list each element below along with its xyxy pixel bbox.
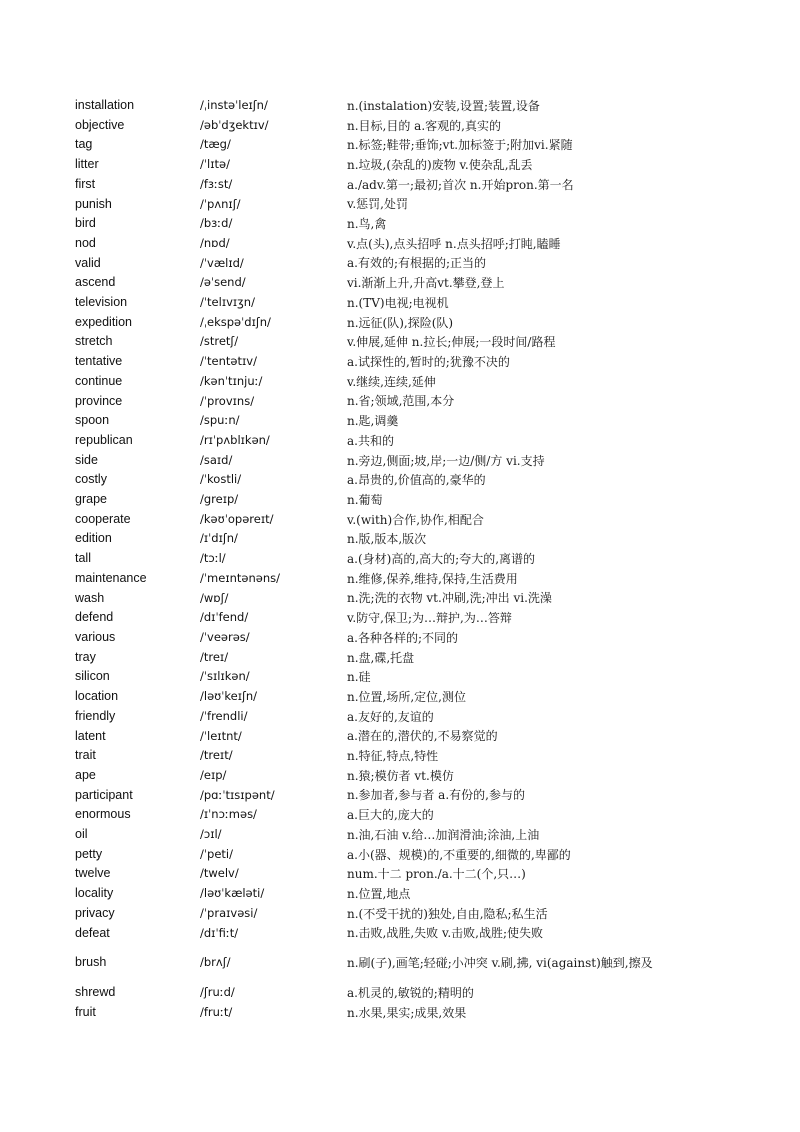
vocab-word: trait [75, 748, 96, 763]
vocab-row [75, 628, 735, 648]
vocab-definition: a.小(器、规模)的,不重要的,细微的,卑鄙的 [347, 847, 571, 862]
vocab-phonetic: /ɔɪl/ [200, 827, 222, 842]
vocab-row [75, 845, 735, 865]
vocab-phonetic: /dɪˈfiːt/ [200, 925, 239, 940]
vocab-phonetic: /kənˈtɪnjuː/ [200, 373, 263, 388]
vocab-definition: n.远征(队),探险(队) [347, 315, 454, 330]
vocab-word: grape [75, 492, 107, 507]
vocab-definition: n.(instalation)安装,设置;装置,设备 [347, 98, 540, 113]
vocab-phonetic: /ˈtelɪvɪʒn/ [200, 295, 255, 310]
vocab-row [75, 805, 735, 825]
vocab-row [75, 470, 735, 490]
vocab-phonetic: /rɪˈpʌblɪkən/ [200, 432, 270, 447]
vocab-row [75, 135, 735, 155]
vocab-row [75, 195, 735, 215]
vocab-row [75, 510, 735, 530]
vocab-definition: n.标签;鞋带;垂饰;vt.加标签于;附加vi.紧随 [347, 138, 573, 153]
vocab-phonetic: /ɪˈdɪʃn/ [200, 531, 238, 546]
vocab-word: friendly [75, 708, 116, 723]
vocab-definition: n.洗;洗的衣物 vt.冲刷,洗;冲出 vi.洗澡 [347, 591, 552, 606]
vocab-row [75, 352, 735, 372]
vocab-definition: a.潜在的,潜伏的,不易察觉的 [347, 729, 498, 744]
vocab-word: republican [75, 432, 133, 447]
vocab-row [75, 766, 735, 786]
vocab-definition: n.(不受干扰的)独处,自由,隐私;私生活 [347, 906, 548, 921]
vocab-word: side [75, 452, 98, 467]
vocab-phonetic: /ˈlɪtə/ [200, 157, 230, 172]
vocab-word: nod [75, 235, 96, 250]
vocab-definition: n.鸟,禽 [347, 217, 387, 232]
vocab-row [75, 254, 735, 274]
vocab-word: tag [75, 137, 93, 152]
vocab-phonetic: /fruːt/ [200, 1004, 233, 1019]
vocab-row [75, 96, 735, 116]
vocab-row [75, 904, 735, 924]
vocab-row [75, 392, 735, 412]
vocab-word: enormous [75, 807, 131, 822]
vocab-row [75, 608, 735, 628]
vocab-phonetic: /ˈtentətɪv/ [200, 354, 257, 369]
vocab-word: ape [75, 767, 96, 782]
vocab-word: fruit [75, 1004, 96, 1019]
vocab-phonetic: /twelv/ [200, 866, 239, 881]
vocab-definition: n.盘,碟,托盘 [347, 650, 415, 665]
vocab-phonetic: /treɪ/ [200, 649, 229, 664]
vocab-definition: n.旁边,侧面;坡,岸;一边/侧/方 vi.支持 [347, 453, 545, 468]
vocab-phonetic: /greɪp/ [200, 492, 239, 507]
vocab-row [75, 273, 735, 293]
vocab-phonetic: /ˈleɪtnt/ [200, 728, 242, 743]
vocab-row [75, 451, 735, 471]
vocab-word: tall [75, 551, 91, 566]
vocab-definition: n.维修,保养,维持,保持,生活费用 [347, 571, 518, 586]
vocab-phonetic: /əbˈdʒektɪv/ [200, 117, 269, 132]
vocab-definition: n.猿;模仿者 vt.模仿 [347, 768, 454, 783]
vocab-row [75, 864, 735, 884]
vocab-row [75, 332, 735, 352]
vocab-definition: v.继续,连续,延伸 [347, 374, 436, 389]
vocab-phonetic: /eɪp/ [200, 767, 227, 782]
vocab-phonetic: /ˈveərəs/ [200, 629, 250, 644]
vocab-definition: n.目标,目的 a.客观的,真实的 [347, 118, 501, 133]
vocab-phonetic: /wɒʃ/ [200, 590, 229, 605]
vocab-definition: n.省;领域,范围,本分 [347, 394, 455, 409]
vocab-definition: a.试探性的,暂时的;犹豫不决的 [347, 354, 510, 369]
vocab-definition: v.伸展,延伸 n.拉长;伸展;一段时间/路程 [347, 335, 556, 350]
vocab-phonetic: /ˈkostli/ [200, 472, 242, 487]
vocab-word: cooperate [75, 511, 131, 526]
vocab-row [75, 983, 735, 1003]
vocab-phonetic: /spuːn/ [200, 413, 240, 428]
vocab-row [75, 786, 735, 806]
vocab-phonetic: /pɑːˈtɪsɪpənt/ [200, 787, 275, 802]
vocab-word: television [75, 295, 128, 310]
vocab-phonetic: /ˈpeti/ [200, 846, 233, 861]
vocab-row [75, 589, 735, 609]
vocab-definition: n.位置,地点 [347, 886, 411, 901]
vocab-definition: a./adv.第一;最初;首次 n.开始pron.第一名 [347, 177, 574, 192]
vocab-row [75, 490, 735, 510]
vocab-row [75, 648, 735, 668]
vocab-word: first [75, 176, 96, 191]
vocab-word: maintenance [75, 570, 147, 585]
vocab-word: oil [75, 827, 88, 842]
vocab-phonetic: /brʌʃ/ [200, 955, 231, 970]
vocab-word: petty [75, 846, 103, 861]
vocab-row [75, 411, 735, 431]
vocab-phonetic: /ˌinstəˈleɪʃn/ [200, 98, 268, 112]
vocab-phonetic: /ˌekspəˈdɪʃn/ [200, 314, 271, 329]
vocab-row [75, 569, 735, 589]
vocab-word: privacy [75, 905, 115, 920]
vocab-row [75, 667, 735, 687]
vocab-row [75, 234, 735, 254]
vocab-phonetic: /treɪt/ [200, 748, 233, 763]
vocab-row [75, 175, 735, 195]
vocab-word: defeat [75, 925, 110, 940]
vocab-row [75, 293, 735, 313]
vocab-row [75, 687, 735, 707]
vocab-row [75, 214, 735, 234]
vocab-phonetic: /tɔːl/ [200, 551, 226, 566]
vocab-word: participant [75, 787, 133, 802]
vocab-definition: a.巨大的,庞大的 [347, 808, 434, 823]
vocab-word: brush [75, 955, 107, 970]
vocab-word: expedition [75, 314, 132, 329]
vocab-definition: num.十二 pron./a.十二(个,只…) [347, 867, 526, 882]
vocab-definition: n.垃圾,(杂乱的)废物 v.使杂乱,乱丢 [347, 157, 533, 172]
vocab-word: objective [75, 117, 125, 132]
vocab-row [75, 549, 735, 569]
vocab-row [75, 372, 735, 392]
vocab-word: edition [75, 531, 112, 546]
vocab-word: various [75, 629, 116, 644]
vocab-definition: v.(with)合作,协作,相配合 [347, 512, 484, 527]
vocab-phonetic: /ɪˈnɔːməs/ [200, 807, 257, 822]
vocab-word: spoon [75, 413, 110, 428]
vocab-definition: n.葡萄 [347, 492, 383, 507]
vocab-word: costly [75, 472, 107, 487]
vocab-definition: n.参加者,参与者 a.有份的,参与的 [347, 788, 525, 803]
vocab-word: latent [75, 728, 106, 743]
vocab-phonetic: /əˈsend/ [200, 275, 246, 290]
vocab-row [75, 529, 735, 549]
vocab-word: continue [75, 373, 123, 388]
vocab-definition: n.版,版本,版次 [347, 532, 427, 547]
vocab-phonetic: /ʃruːd/ [200, 985, 235, 1000]
vocab-row [75, 825, 735, 845]
vocab-definition: a.(身材)高的,高大的;夸大的,离谱的 [347, 552, 536, 567]
vocab-word: locality [75, 886, 114, 901]
vocab-phonetic: /ˈpraɪvəsi/ [200, 905, 258, 920]
vocab-definition: v.防守,保卫;为…辩护,为…答辩 [347, 611, 512, 626]
vocab-phonetic: /nɒd/ [200, 235, 230, 250]
vocab-row [75, 431, 735, 451]
vocab-definition: a.各种各样的;不同的 [347, 630, 459, 645]
vocab-word: punish [75, 196, 112, 211]
vocab-phonetic: /ləʊˈkeɪʃn/ [200, 689, 258, 704]
vocab-definition: vi.渐渐上升,升高vt.攀登,登上 [347, 276, 505, 291]
vocab-phonetic: /ˈsɪlɪkən/ [200, 669, 250, 684]
vocab-row [75, 746, 735, 766]
vocab-definition: n.硅 [347, 670, 371, 685]
vocab-phonetic: /dɪˈfend/ [200, 610, 249, 625]
vocab-row [75, 924, 735, 944]
vocab-phonetic: /ˈmeɪntənəns/ [200, 570, 280, 585]
vocab-row [75, 884, 735, 904]
vocab-phonetic: /ˈpʌnɪʃ/ [200, 196, 241, 211]
vocab-word: bird [75, 216, 96, 231]
vocab-word: installation [75, 98, 135, 112]
vocab-definition: n.油,石油 v.给…加润滑油;涂油,上油 [347, 827, 540, 842]
vocab-phonetic: /ˈvælɪd/ [200, 255, 244, 270]
vocab-row [75, 1003, 735, 1023]
vocab-phonetic: /kəʊˈopəreɪt/ [200, 511, 274, 526]
vocab-definition: n.水果,果实;成果,效果 [347, 1005, 467, 1020]
vocab-word: silicon [75, 669, 110, 684]
vocab-word: litter [75, 157, 99, 172]
vocab-phonetic: /ləʊˈkæləti/ [200, 886, 265, 901]
vocab-definition: a.共和的 [347, 433, 394, 448]
vocab-phonetic: /ˈprovɪns/ [200, 393, 255, 408]
vocab-phonetic: /fɜːst/ [200, 176, 233, 191]
vocab-word: valid [75, 255, 101, 270]
vocab-word: tentative [75, 354, 123, 369]
vocab-word: wash [75, 590, 105, 605]
vocab-row [75, 116, 735, 136]
vocab-definition: n.(TV)电视;电视机 [347, 295, 449, 310]
vocab-definition: a.昂贵的,价值高的,豪华的 [347, 473, 486, 488]
vocab-definition: n.匙,调羹 [347, 414, 399, 429]
vocab-phonetic: /ˈfrendli/ [200, 708, 248, 723]
vocab-word: defend [75, 610, 114, 625]
vocab-definition: n.特征,特点,特性 [347, 749, 439, 764]
vocab-row [75, 727, 735, 747]
vocab-word: shrewd [75, 985, 116, 1000]
vocab-definition: a.有效的;有根据的;正当的 [347, 256, 487, 271]
vocab-phonetic: /bɜːd/ [200, 216, 233, 231]
vocab-row [75, 707, 735, 727]
vocab-row [75, 155, 735, 175]
vocab-row [75, 943, 735, 983]
vocab-row [75, 313, 735, 333]
vocab-phonetic: /saɪd/ [200, 452, 233, 467]
vocab-phonetic: /tæg/ [200, 137, 231, 152]
vocab-definition: v.点(头),点头招呼 n.点头招呼;打盹,瞌睡 [347, 236, 561, 251]
vocab-word: twelve [75, 866, 111, 881]
vocab-word: tray [75, 649, 96, 664]
vocabulary-table [75, 96, 735, 1023]
vocab-word: ascend [75, 275, 116, 290]
vocab-word: stretch [75, 334, 113, 349]
vocab-word: province [75, 393, 123, 408]
vocab-definition: n.位置,场所,定位,测位 [347, 689, 466, 704]
vocab-definition: a.友好的,友谊的 [347, 709, 434, 724]
vocab-definition: a.机灵的,敏锐的;精明的 [347, 986, 474, 1001]
vocab-definition: n.刷(子),画笔;轻碰;小冲突 v.刷,拂, vi(against)触到,擦及 [347, 956, 653, 971]
vocab-phonetic: /stretʃ/ [200, 334, 239, 349]
vocab-word: location [75, 689, 119, 704]
vocab-definition: n.击败,战胜,失败 v.击败,战胜;使失败 [347, 926, 544, 941]
vocab-definition: v.惩罚,处罚 [347, 197, 408, 212]
